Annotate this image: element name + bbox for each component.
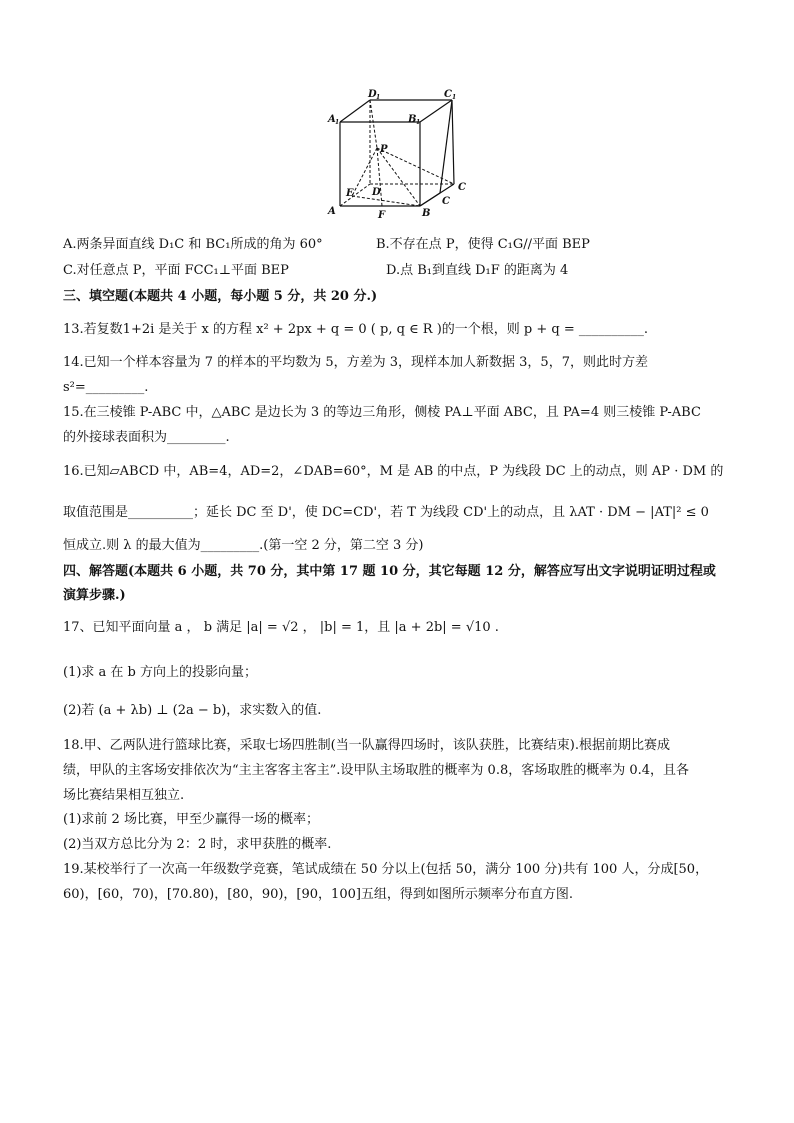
question-16-line3: 恒成立.则 λ 的最大值为_________.(第一空 2 分，第二空 3 分) (63, 538, 424, 553)
question-18-line1: 18.甲、乙两队进行篮球比赛，采取七场四胜制(当一队赢得四场时，该队获胜，比赛结束).根据前期比赛成 (63, 738, 670, 753)
question-18-part1: (1)求前 2 场比赛，甲至少赢得一场的概率； (63, 812, 319, 827)
question-15-line1: 15.在三棱锥 P-ABC 中，△ABC 是边长为 3 的等边三角形，侧棱 PA⊥平面 ABC，且 PA=4 则三棱锥 P-ABC (63, 405, 701, 420)
question-19-line2: 60)，[60，70)，[70.80)，[80，90)，[90，100]五组，得到如图所示频率分布直方图. (63, 887, 574, 902)
question-17-part2: (2)若 (a + λb) ⊥ (2a − b)，求实数入的值. (63, 703, 322, 718)
label-C1: C (444, 89, 452, 100)
label-C1-sub: 1 (452, 94, 457, 101)
question-16-line1: 16.已知▱ABCD 中，AB=4，AD=2，∠DAB=60°，M 是 AB 的中点，P 为线段 DC 上的动点，则 AP · DM 的 (63, 464, 724, 479)
question-16-line2: 取值范围是__________；延长 DC 至 D'，使 DC=CD'，若 T 为线段 CD'上的动点，且 λAT · DM − |AT|² ≤ 0 (63, 505, 709, 520)
label-F: F (378, 210, 386, 220)
question-18-line2: 绩，甲队的主客场安排依次为“主主客客主客主”.设甲队主场取胜的概率为 0.8，客场取胜的概率为 0.4，且各 (63, 763, 690, 778)
option-c: C.对任意点 P，平面 FCC₁⊥平面 BEP (63, 263, 289, 278)
label-C: C (458, 182, 466, 193)
label-B: B (422, 208, 431, 219)
section-answer-heading: 四、解答题(本题共 6 小题，共 70 分，其中第 17 题 10 分，其它每题 12 分，解答应写出文字说明证明过程或 (63, 564, 716, 579)
section-fill-in-heading: 三、填空题(本题共 4 小题，每小题 5 分，共 20 分.) (63, 289, 378, 304)
question-19-line1: 19.某校举行了一次高一年级数学竞赛，笔试成绩在 50 分以上(包括 50，满分 100 分)共有 100 人，分成[50， (63, 862, 709, 877)
label-Cs: C (442, 196, 450, 207)
cube-figure (322, 88, 474, 220)
section-answer-heading-cont: 演算步骤.) (63, 588, 126, 603)
option-b: B.不存在点 P，使得 C₁G//平面 BEP (376, 237, 590, 252)
option-d: D.点 B₁到直线 D₁F 的距离为 4 (386, 263, 569, 278)
question-14-line1: 14.已知一个样本容量为 7 的样本的平均数为 5，方差为 3，现样本加人新数据 3，5，7，则此时方差 (63, 355, 648, 370)
question-17: 17、已知平面向量 a ， b 满足 |a| = √2 ， |b| = 1，且 |a + 2b| = √10 . (63, 620, 499, 635)
question-15-line2: 的外接球表面积为_________. (63, 430, 230, 445)
question-18-part2: (2)当双方总比分为 2：2 时，求甲获胜的概率. (63, 837, 332, 852)
question-14-line2: s²=_________. (63, 380, 149, 395)
label-B1-sub: 1 (416, 119, 421, 126)
label-B1: B (408, 114, 417, 125)
label-A1: A (328, 114, 336, 125)
label-D: D (372, 187, 381, 198)
label-A1-sub: 1 (335, 119, 340, 126)
label-A: A (328, 206, 336, 217)
cube-diagram (322, 88, 474, 220)
label-D1: D (368, 89, 377, 100)
question-18-line3: 场比赛结果相互独立. (63, 788, 185, 803)
label-D1-sub: 1 (376, 94, 381, 101)
option-a: A.两条异面直线 D₁C 和 BC₁所成的角为 60° (63, 237, 323, 252)
label-E: E (346, 188, 354, 199)
question-13: 13.若复数1+2i 是关于 x 的方程 x² + 2px + q = 0 ( p, q ∈ R )的一个根，则 p + q = __________. (63, 322, 649, 337)
label-P: P (380, 144, 388, 155)
question-17-part1: (1)求 a 在 b 方向上的投影向量； (63, 665, 258, 680)
